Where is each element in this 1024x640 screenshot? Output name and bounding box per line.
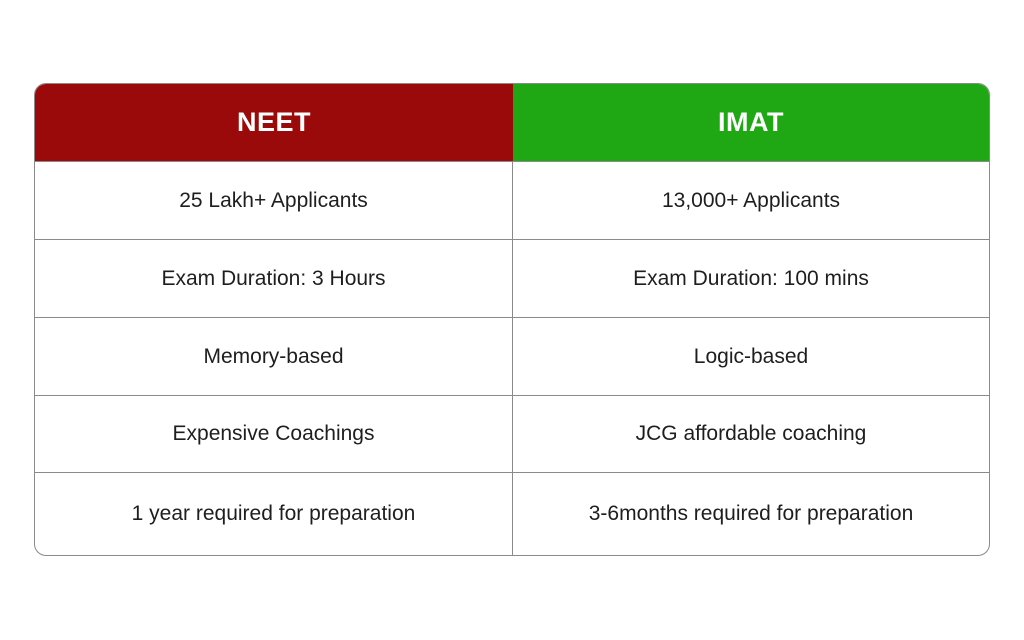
neet-duration-cell: Exam Duration: 3 Hours: [35, 240, 513, 317]
table-row: [35, 317, 989, 395]
neet-coaching-cell: Expensive Coachings: [35, 396, 513, 472]
imat-header: IMAT: [513, 84, 989, 161]
imat-applicants-cell: 13,000+ Applicants: [661, 188, 841, 212]
table-header-row: [35, 84, 989, 161]
imat-type-cell: Logic-based: [693, 344, 809, 368]
neet-applicants-cell: 25 Lakh+ Applicants: [35, 162, 513, 239]
table-row: [35, 239, 989, 317]
neet-type-cell: Memory-based: [35, 318, 513, 395]
table-row: [35, 472, 989, 555]
imat-preparation-cell: 3-6months required for preparation: [588, 502, 914, 525]
comparison-table: [34, 83, 990, 556]
imat-duration-cell: Exam Duration: 100 mins: [633, 266, 869, 290]
neet-preparation-cell: 1 year required for preparation: [35, 473, 513, 555]
table-row: [35, 161, 989, 239]
neet-header: NEET: [35, 84, 513, 161]
table-row: [35, 395, 989, 472]
imat-coaching-cell: JCG affordable coaching: [635, 422, 867, 445]
